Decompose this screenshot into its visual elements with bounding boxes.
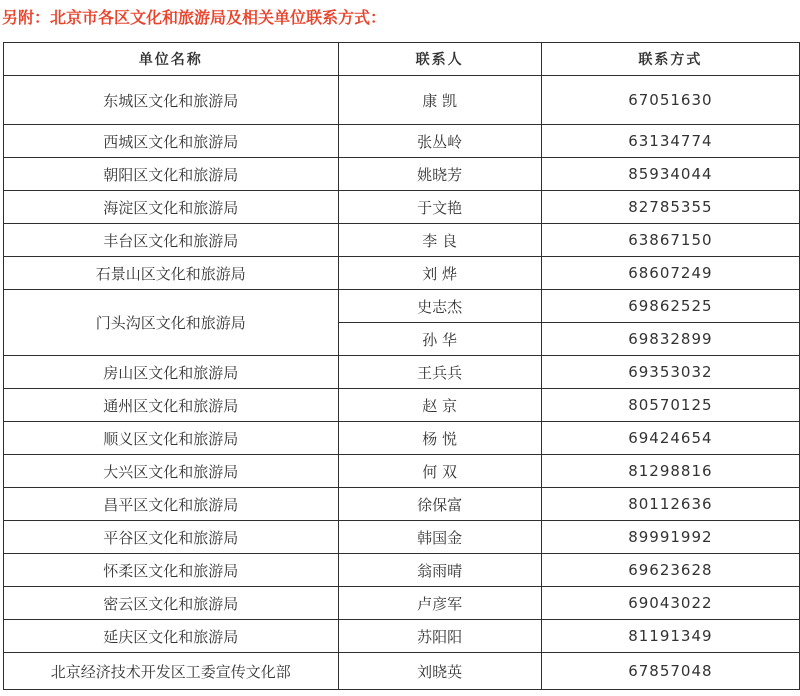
table-row <box>4 389 800 422</box>
contact-person-cell: 张丛岭 <box>338 125 541 158</box>
unit-name-cell: 延庆区文化和旅游局 <box>4 620 339 653</box>
unit-name-cell: 门头沟区文化和旅游局 <box>4 290 339 356</box>
phone-number-cell: 81191349 <box>541 620 799 653</box>
contact-person-cell: 姚晓芳 <box>338 158 541 191</box>
table-row <box>4 653 800 690</box>
table-row <box>4 554 800 587</box>
phone-number-cell: 68607249 <box>541 257 799 290</box>
table-row <box>4 521 800 554</box>
phone-number-cell: 69623628 <box>541 554 799 587</box>
contact-table <box>3 42 800 690</box>
phone-number-cell: 69424654 <box>541 422 799 455</box>
unit-name-cell: 怀柔区文化和旅游局 <box>4 554 339 587</box>
unit-name-cell: 西城区文化和旅游局 <box>4 125 339 158</box>
unit-name-cell: 顺义区文化和旅游局 <box>4 422 339 455</box>
contact-person-cell: 卢彦军 <box>338 587 541 620</box>
unit-name-cell: 密云区文化和旅游局 <box>4 587 339 620</box>
unit-name-cell: 平谷区文化和旅游局 <box>4 521 339 554</box>
table-row <box>4 356 800 389</box>
header-contact-method: 联系方式 <box>541 43 799 76</box>
phone-number-cell: 85934044 <box>541 158 799 191</box>
table-row <box>4 455 800 488</box>
contact-person-cell: 孙 华 <box>338 323 541 356</box>
phone-number-cell: 63867150 <box>541 224 799 257</box>
header-contact-person: 联系人 <box>338 43 541 76</box>
unit-name-cell: 东城区文化和旅游局 <box>4 76 339 125</box>
phone-number-cell: 67051630 <box>541 76 799 125</box>
phone-number-cell: 69353032 <box>541 356 799 389</box>
unit-name-cell: 通州区文化和旅游局 <box>4 389 339 422</box>
contact-person-cell: 赵 京 <box>338 389 541 422</box>
contact-person-cell: 于文艳 <box>338 191 541 224</box>
table-header-row <box>4 43 800 76</box>
unit-name-cell: 海淀区文化和旅游局 <box>4 191 339 224</box>
phone-number-cell: 80112636 <box>541 488 799 521</box>
table-row <box>4 620 800 653</box>
contact-person-cell: 苏阳阳 <box>338 620 541 653</box>
unit-name-cell: 石景山区文化和旅游局 <box>4 257 339 290</box>
table-row <box>4 224 800 257</box>
phone-number-cell: 80570125 <box>541 389 799 422</box>
table-row <box>4 587 800 620</box>
contact-person-cell: 康 凯 <box>338 76 541 125</box>
header-unit-name: 单位名称 <box>4 43 339 76</box>
unit-name-cell: 房山区文化和旅游局 <box>4 356 339 389</box>
table-row <box>4 488 800 521</box>
contact-person-cell: 王兵兵 <box>338 356 541 389</box>
phone-number-cell: 81298816 <box>541 455 799 488</box>
table-row <box>4 125 800 158</box>
table-row <box>4 191 800 224</box>
table-row <box>4 422 800 455</box>
unit-name-cell: 大兴区文化和旅游局 <box>4 455 339 488</box>
phone-number-cell: 69832899 <box>541 323 799 356</box>
contact-person-cell: 翁雨晴 <box>338 554 541 587</box>
table-row <box>4 76 800 125</box>
phone-number-cell: 63134774 <box>541 125 799 158</box>
contact-person-cell: 杨 悦 <box>338 422 541 455</box>
phone-number-cell: 89991992 <box>541 521 799 554</box>
contact-person-cell: 韩国金 <box>338 521 541 554</box>
phone-number-cell: 67857048 <box>541 653 799 690</box>
table-row <box>4 290 800 323</box>
unit-name-cell: 朝阳区文化和旅游局 <box>4 158 339 191</box>
table-row <box>4 158 800 191</box>
page-title: 另附：北京市各区文化和旅游局及相关单位联系方式： <box>2 8 387 27</box>
contact-person-cell: 刘晓英 <box>338 653 541 690</box>
unit-name-cell: 北京经济技术开发区工委宣传文化部 <box>4 653 339 690</box>
unit-name-cell: 丰台区文化和旅游局 <box>4 224 339 257</box>
contact-person-cell: 李 良 <box>338 224 541 257</box>
phone-number-cell: 69862525 <box>541 290 799 323</box>
phone-number-cell: 69043022 <box>541 587 799 620</box>
contact-person-cell: 刘 烨 <box>338 257 541 290</box>
contact-person-cell: 史志杰 <box>338 290 541 323</box>
table-row <box>4 257 800 290</box>
contact-person-cell: 徐保富 <box>338 488 541 521</box>
contact-person-cell: 何 双 <box>338 455 541 488</box>
unit-name-cell: 昌平区文化和旅游局 <box>4 488 339 521</box>
phone-number-cell: 82785355 <box>541 191 799 224</box>
